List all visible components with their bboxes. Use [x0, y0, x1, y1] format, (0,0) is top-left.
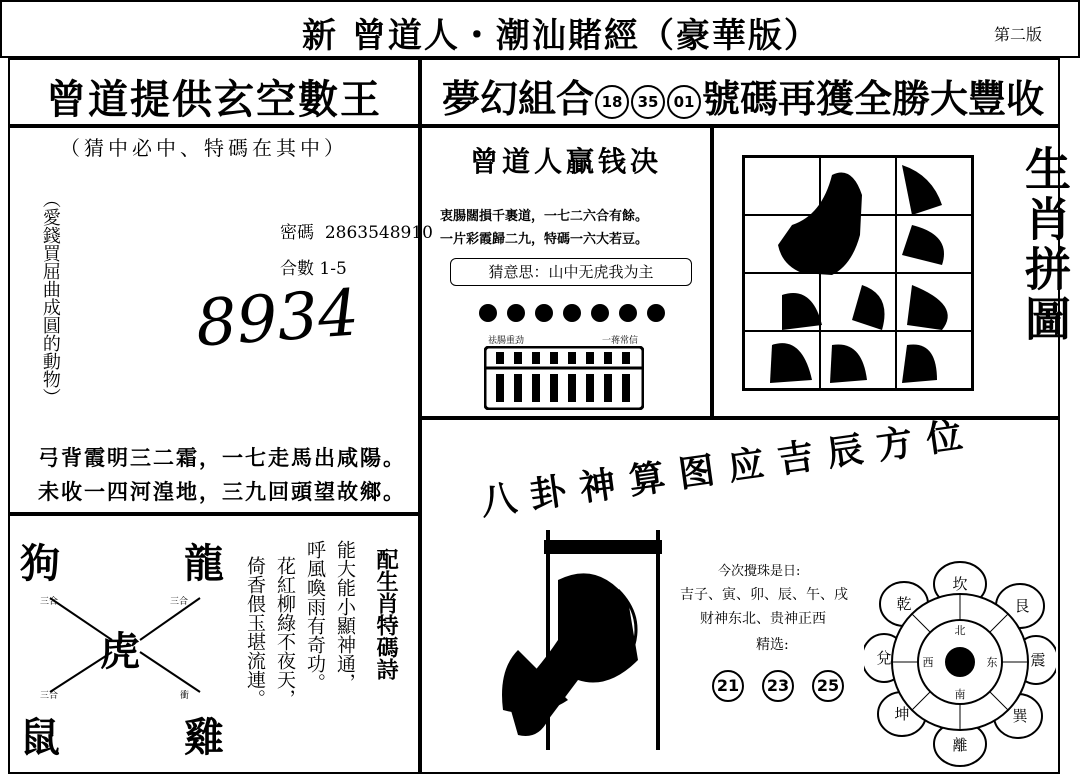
- sum-label: 合數: [280, 259, 314, 279]
- bead-icon: [563, 304, 581, 322]
- bead-right-label: 一蒋常信: [602, 336, 639, 346]
- abacus-icon: [484, 346, 644, 410]
- relation-label: 三合: [170, 597, 189, 607]
- relation-label: 三合: [40, 597, 59, 607]
- banner-number: 35: [631, 85, 665, 119]
- top-right-banner-text: [442, 68, 1044, 123]
- riddle-box: 猜意思：山中无虎我为主: [450, 258, 692, 286]
- relation-arrows-icon: [30, 580, 220, 710]
- bead-icon: [479, 304, 497, 322]
- bead-left-label: 祛腸重劲: [488, 336, 525, 346]
- sum-row: [280, 254, 347, 279]
- lucky-times: 吉子、寅、卯、辰、午、戌: [680, 587, 848, 603]
- banner-suffix: 號碼再獲全勝大豐收: [702, 77, 1045, 121]
- middle-line-2: 一片彩霞歸二九，特碼一六大若豆。: [440, 232, 649, 247]
- vertical-clue: （愛錢買屈曲成圓的動物）: [39, 190, 61, 406]
- bead-icon: [619, 304, 637, 322]
- puzzle-silhouette-icon: [742, 155, 974, 391]
- warrior-archer-icon: [478, 520, 678, 760]
- direction-label: 南: [954, 688, 966, 701]
- bead-icon: [647, 304, 665, 322]
- trigram-label: 坎: [952, 575, 968, 593]
- banner-number: 18: [595, 85, 629, 119]
- direction-label: 东: [986, 656, 998, 669]
- top-left-banner: [8, 58, 420, 126]
- trigram-label: 震: [1030, 651, 1046, 669]
- bead-icon: [507, 304, 525, 322]
- banner-prefix: 夢幻組合: [442, 77, 595, 121]
- animal-tiger: 虎: [100, 629, 140, 675]
- handwritten-number: 8934: [193, 276, 362, 362]
- pick-number: 25: [812, 670, 844, 702]
- bead-icon: [535, 304, 553, 322]
- animal-rooster: 雞: [184, 715, 224, 761]
- animal-dragon: 龍: [184, 541, 224, 587]
- animal-dog: 狗: [20, 541, 60, 587]
- bead-row: [474, 304, 670, 326]
- sum-value: 1-5: [319, 259, 347, 279]
- poem-column-2: 呼風喚雨有奇功。: [303, 540, 326, 692]
- relation-label-short: 衝: [180, 691, 190, 701]
- trigram-label: 坤: [894, 705, 910, 723]
- middle-title: 曾道人贏钱决: [470, 145, 663, 178]
- tagline: （猜中必中、特碼在其中）: [60, 136, 348, 160]
- poem-column-3: 花紅柳綠不夜天，: [273, 556, 296, 708]
- trigram-label: 兌: [876, 649, 892, 667]
- poem-line-2: 未收一四河湟地，三九回頭望故鄉。: [38, 479, 406, 504]
- banner-number: 01: [667, 85, 701, 119]
- poem-line-1: 弓背霞明三二霜，一七走馬出咸陽。: [38, 445, 406, 470]
- animal-rat: 鼠: [20, 715, 60, 761]
- poem-title: 配生肖特碼詩: [373, 548, 400, 680]
- poem-column-1: 能大能小顯神通，: [333, 540, 356, 692]
- middle-line-1: 衷腸闊損千裹道，一七二六合有餘。: [440, 209, 649, 224]
- direction-label: 西: [922, 656, 934, 669]
- draw-day-label: 今次攪珠是日:: [718, 564, 801, 579]
- pick-number: 21: [712, 670, 744, 702]
- bagua-wheel: [864, 560, 1056, 768]
- wealth-gods: 财神东北、贵神正西: [700, 611, 826, 627]
- picks-row: [712, 670, 862, 702]
- direction-label: 北: [954, 624, 966, 637]
- edition-label: 第二版: [994, 25, 1043, 44]
- top-left-banner-text: 曾道提供玄空數王: [46, 77, 382, 123]
- trigram-label: 巽: [1012, 707, 1028, 725]
- pick-number: 23: [762, 670, 794, 702]
- trigram-label: 艮: [1014, 597, 1030, 615]
- trigram-label: 乾: [896, 595, 912, 613]
- password-label: 密碼: [280, 223, 314, 243]
- relation-label: 三合: [40, 691, 59, 701]
- password-row: [280, 218, 433, 243]
- zodiac-puzzle-title: 生肖拼圖: [1018, 145, 1072, 345]
- bead-icon: [591, 304, 609, 322]
- poem-column-4: 倚香偎玉堪流連。: [243, 556, 266, 708]
- page-title: 新 曾道人・潮汕賭經（豪華版）: [302, 16, 820, 56]
- password-value: 2863548910: [324, 223, 433, 243]
- trigram-label: 離: [952, 736, 968, 754]
- top-right-banner: [420, 58, 1060, 126]
- bagua-title: 八卦神算图应吉辰方位: [477, 412, 979, 524]
- title-bar: [0, 0, 1080, 58]
- picks-label: 精选:: [756, 637, 789, 653]
